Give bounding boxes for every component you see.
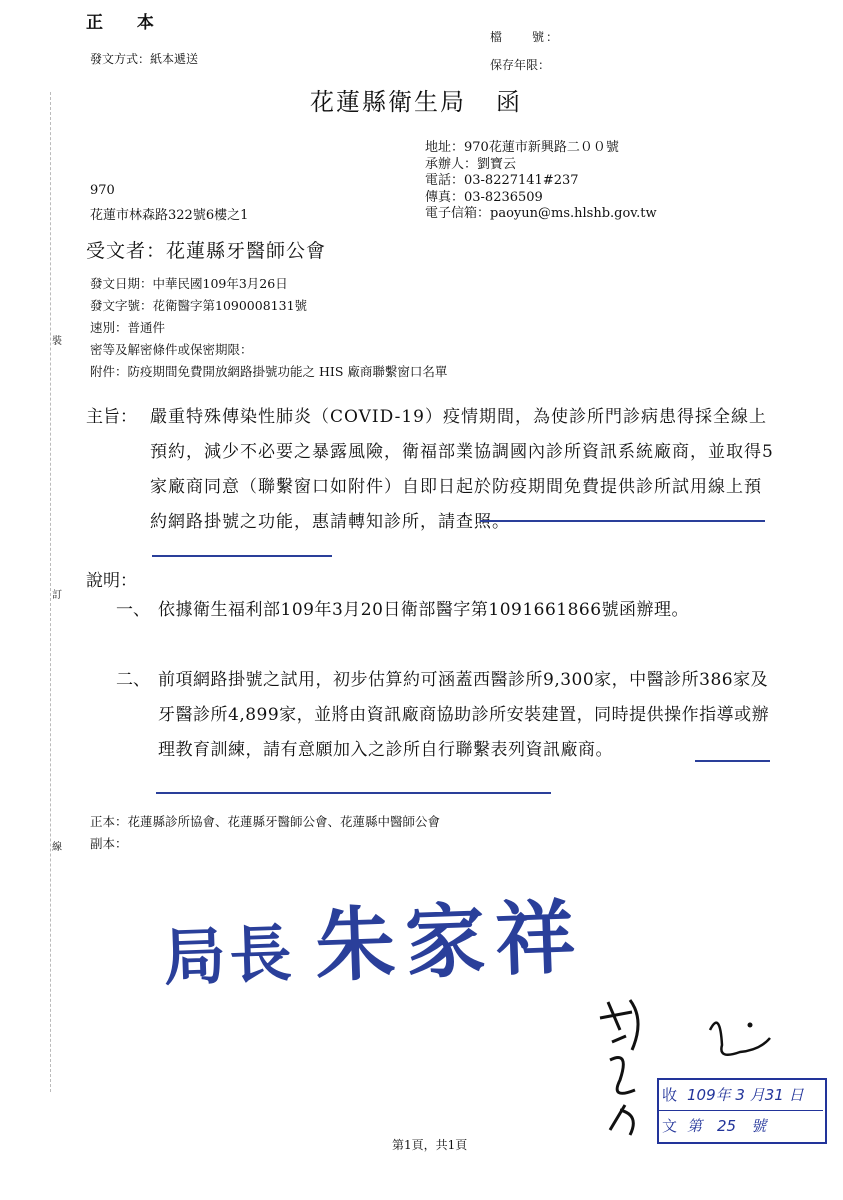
stamp-recv-date: 109年 3 月31 日 [687, 1086, 804, 1104]
item-text: 依據衛生福利部109年3月20日衛部醫字第1091661866號函辦理。 [158, 600, 690, 620]
handwritten-underline [152, 555, 332, 557]
explanation-item [116, 663, 776, 768]
handwritten-underline [695, 760, 770, 762]
issue-date: 發文日期：中華民國109年3月26日 [90, 276, 288, 291]
binding-dashed-line [50, 92, 51, 1092]
received-stamp [657, 1078, 827, 1144]
item-number: 一、 [116, 600, 150, 620]
document-type: 函 [496, 88, 522, 116]
subject-section [86, 400, 776, 540]
retention-label: 保存年限： [490, 58, 551, 72]
sender-email: 電子信箱：paoyun@ms.hlshb.gov.tw [425, 206, 657, 221]
document-number: 發文字號：花衛醫字第1090008131號 [90, 298, 308, 313]
stamp-date-row [659, 1080, 823, 1111]
subject-label: 主旨： [86, 407, 137, 427]
handwritten-underline [480, 520, 765, 522]
receiver-address: 花蓮市林森路322號6樓之1 [90, 208, 249, 223]
subject-text: 嚴重特殊傳染性肺炎（COVID-19）疫情期間，為使診所門診病患得採全線上預約，減少不必要之暴露風險，衛福部業協調國內診所資訊系統廠商，並取得5家廠商同意（聯繫窗口如附件）自即日起於防疫期間免費提供診所試用線上預約網路掛號之功能，惠請轉知診所，請查照。 [150, 407, 774, 532]
sender-info [425, 140, 657, 223]
sender-phone: 電話：03-8227141#237 [425, 173, 579, 188]
director-seal [161, 873, 587, 1003]
binding-mark: 訂 [52, 590, 62, 601]
send-method: 發文方式：紙本遞送 [90, 52, 199, 66]
page-number: 第1頁，共1頁 [392, 1138, 468, 1152]
explanation-label: 說明： [86, 571, 137, 591]
sender-address: 地址：970花蓮市新興路二００號 [425, 140, 619, 155]
receiver-zip: 970 [90, 183, 115, 198]
recipient: 受文者：花蓮縣牙醫師公會 [86, 240, 327, 262]
document-title [310, 82, 522, 117]
binding-mark: 裝 [52, 336, 62, 347]
file-number-label: 檔 號： [490, 30, 561, 44]
delivery-speed: 速別：普通件 [90, 320, 166, 335]
director-name: 朱家祥 [313, 889, 587, 994]
secrecy-level: 密等及解密條件或保密期限： [90, 342, 253, 357]
stamp-doc-label: 文 [662, 1117, 678, 1135]
copy-recipients: 副本： [90, 836, 128, 851]
item-number: 二、 [116, 670, 150, 690]
explanation-item [116, 593, 776, 628]
stamp-number-row [659, 1111, 823, 1141]
handwritten-underline [156, 792, 551, 794]
sender-contact: 承辦人：劉寶云 [425, 156, 517, 172]
binding-mark: 線 [52, 842, 62, 853]
director-title: 局長 [162, 916, 297, 995]
issuing-org: 花蓮縣衛生局 [310, 88, 466, 116]
main-recipients: 正本：花蓮縣診所協會、花蓮縣牙醫師公會、花蓮縣中醫師公會 [90, 814, 441, 829]
stamp-doc-number: 第 25 號 [687, 1117, 767, 1135]
attachment: 附件：防疫期間免費開放網路掛號功能之 HIS 廠商聯繫窗口名單 [90, 364, 448, 379]
copy-mark: 正 本 [86, 13, 168, 33]
item-text: 前項網路掛號之試用，初步估算約可涵蓋西醫診所9,300家，中醫診所386家及牙醫診所4,899家，並將由資訊廠商協助診所安裝建置，同時提供操作指導或辦理教育訓練，請有意願加入之診所自行聯繫表列資訊廠商。 [158, 670, 770, 760]
sender-fax: 傳真：03-8236509 [425, 189, 543, 205]
stamp-recv-label: 收 [662, 1086, 678, 1104]
